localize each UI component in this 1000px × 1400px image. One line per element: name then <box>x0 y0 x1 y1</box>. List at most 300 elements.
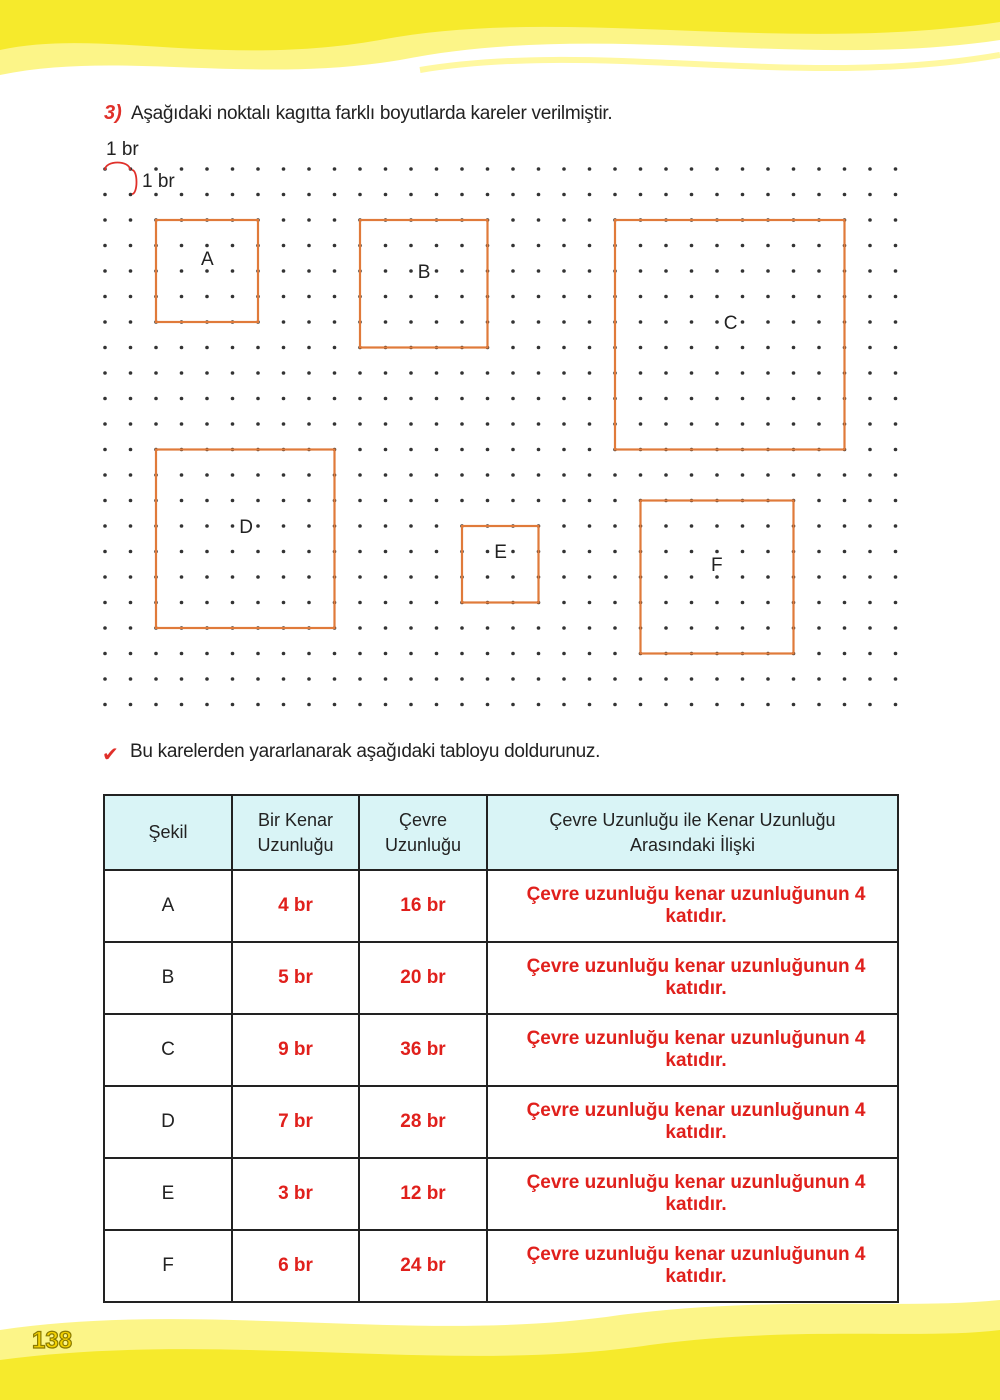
grid-dot <box>486 422 490 426</box>
grid-dot <box>690 575 694 579</box>
grid-dot <box>843 601 847 605</box>
grid-dot <box>180 346 184 350</box>
grid-dot <box>409 320 413 324</box>
grid-dot <box>562 397 566 401</box>
grid-dot <box>868 295 872 299</box>
grid-dot <box>766 167 770 171</box>
grid-dot <box>460 397 464 401</box>
grid-dot <box>868 499 872 503</box>
grid-dot <box>460 371 464 375</box>
grid-dot <box>205 193 209 197</box>
grid-dot <box>333 652 337 656</box>
grid-dot <box>562 575 566 579</box>
grid-dot <box>562 244 566 248</box>
grid-dot <box>460 269 464 273</box>
grid-dot <box>282 499 286 503</box>
grid-dot <box>435 371 439 375</box>
grid-dot <box>639 295 643 299</box>
grid-dot <box>715 626 719 630</box>
grid-dot <box>333 269 337 273</box>
grid-dot <box>358 371 362 375</box>
grid-dot <box>741 397 745 401</box>
grid-dot <box>486 550 490 554</box>
grid-dot <box>511 422 515 426</box>
grid-dot <box>537 269 541 273</box>
grid-dot <box>868 652 872 656</box>
grid-dot <box>256 677 260 681</box>
grid-dot <box>384 269 388 273</box>
grid-dot <box>256 575 260 579</box>
answer-table <box>103 794 899 1303</box>
square-label-d: D <box>239 516 253 538</box>
grid-dot <box>409 524 413 528</box>
grid-dot <box>792 193 796 197</box>
grid-dot <box>154 397 158 401</box>
grid-dot <box>180 524 184 528</box>
grid-dot <box>741 295 745 299</box>
grid-dot <box>486 677 490 681</box>
grid-dot <box>205 371 209 375</box>
grid-dot <box>766 193 770 197</box>
grid-dot <box>588 244 592 248</box>
grid-dot <box>460 320 464 324</box>
grid-dot <box>129 550 133 554</box>
grid-dot <box>894 703 898 707</box>
grid-dot <box>792 244 796 248</box>
grid-dot <box>180 652 184 656</box>
grid-dot <box>384 652 388 656</box>
grid-dot <box>256 346 260 350</box>
grid-dot <box>282 269 286 273</box>
grid-dot <box>256 601 260 605</box>
grid-dot <box>103 244 107 248</box>
grid-dot <box>588 371 592 375</box>
grid-dot <box>766 550 770 554</box>
grid-dot <box>435 295 439 299</box>
grid-dot <box>588 346 592 350</box>
grid-dot <box>690 320 694 324</box>
grid-dot <box>180 677 184 681</box>
grid-dot <box>231 244 235 248</box>
grid-dot <box>894 677 898 681</box>
grid-dot <box>460 295 464 299</box>
grid-dot <box>435 320 439 324</box>
grid-dot <box>384 295 388 299</box>
grid-dot <box>358 575 362 579</box>
grid-dot <box>792 677 796 681</box>
grid-dot <box>715 193 719 197</box>
grid-dot <box>868 677 872 681</box>
grid-dot <box>460 626 464 630</box>
grid-dot <box>715 346 719 350</box>
grid-dot <box>792 320 796 324</box>
grid-dot <box>486 371 490 375</box>
grid-dot <box>129 601 133 605</box>
grid-dot <box>741 167 745 171</box>
grid-dot <box>460 499 464 503</box>
grid-dot <box>715 371 719 375</box>
shape-cell: D <box>104 1086 232 1158</box>
grid-dot <box>894 295 898 299</box>
relation-cell: Çevre uzunluğu kenar uzunluğunun 4 katıdır. <box>487 1014 898 1086</box>
grid-dot <box>460 703 464 707</box>
perimeter-cell: 12 br <box>359 1158 487 1230</box>
grid-dot <box>894 448 898 452</box>
grid-dot <box>511 295 515 299</box>
grid-dot <box>205 550 209 554</box>
grid-dot <box>868 703 872 707</box>
grid-dot <box>690 422 694 426</box>
grid-dot <box>894 473 898 477</box>
grid-dot <box>741 371 745 375</box>
grid-dot <box>715 269 719 273</box>
grid-dot <box>537 397 541 401</box>
grid-dot <box>690 677 694 681</box>
grid-dot <box>690 626 694 630</box>
grid-dot <box>690 295 694 299</box>
grid-dot <box>894 575 898 579</box>
grid-dot <box>690 397 694 401</box>
grid-dot <box>715 320 719 324</box>
grid-dot <box>307 244 311 248</box>
grid-dot <box>766 422 770 426</box>
grid-dot <box>409 371 413 375</box>
square-d <box>156 450 335 629</box>
grid-dot <box>613 499 617 503</box>
grid-dot <box>588 422 592 426</box>
grid-dot <box>817 677 821 681</box>
grid-dot <box>129 269 133 273</box>
grid-dot <box>537 703 541 707</box>
grid-dot <box>690 473 694 477</box>
grid-dot <box>792 703 796 707</box>
grid-dot <box>103 677 107 681</box>
grid-dot <box>894 397 898 401</box>
grid-dot <box>588 601 592 605</box>
grid-dot <box>307 422 311 426</box>
grid-dot <box>180 295 184 299</box>
grid-dot <box>766 346 770 350</box>
grid-dot <box>358 397 362 401</box>
question-text: Aşağıdaki noktalı kagıtta farklı boyutlarda kareler verilmiştir. <box>131 103 613 124</box>
grid-dot <box>231 473 235 477</box>
grid-dot <box>562 499 566 503</box>
grid-dot <box>282 371 286 375</box>
grid-dot <box>103 448 107 452</box>
grid-dot <box>792 295 796 299</box>
grid-dot <box>511 575 515 579</box>
side-cell: 4 br <box>232 870 359 942</box>
grid-dot <box>435 397 439 401</box>
grid-dot <box>409 575 413 579</box>
grid-dot <box>205 652 209 656</box>
grid-dot <box>256 193 260 197</box>
grid-dot <box>562 524 566 528</box>
grid-dot <box>741 575 745 579</box>
grid-dot <box>817 524 821 528</box>
grid-dot <box>715 422 719 426</box>
grid-dot <box>231 295 235 299</box>
grid-dot <box>843 193 847 197</box>
grid-dot <box>435 193 439 197</box>
grid-dot <box>180 397 184 401</box>
grid-dot <box>639 397 643 401</box>
table-row <box>104 1014 898 1086</box>
grid-dot <box>868 575 872 579</box>
grid-dot <box>843 499 847 503</box>
table-instruction: Bu karelerden yararlanarak aşağıdaki tabloyu doldurunuz. <box>130 741 601 762</box>
grid-dot <box>511 269 515 273</box>
grid-dot <box>435 244 439 248</box>
grid-dot <box>231 601 235 605</box>
grid-dot <box>333 677 337 681</box>
grid-dot <box>307 346 311 350</box>
square-label-f: F <box>711 555 723 576</box>
grid-dot <box>792 397 796 401</box>
grid-dot <box>129 218 133 222</box>
grid-dot <box>358 677 362 681</box>
grid-dot <box>282 320 286 324</box>
grid-dot <box>129 295 133 299</box>
grid-dot <box>231 524 235 528</box>
grid-dot <box>562 677 566 681</box>
grid-dot <box>358 422 362 426</box>
grid-dot <box>817 473 821 477</box>
grid-dot <box>409 550 413 554</box>
grid-dot <box>664 575 668 579</box>
grid-dot <box>154 167 158 171</box>
grid-dot <box>435 626 439 630</box>
bottom-yellow-banner <box>0 1290 1000 1400</box>
grid-dot <box>562 422 566 426</box>
side-cell: 9 br <box>232 1014 359 1086</box>
grid-dot <box>715 601 719 605</box>
grid-dot <box>511 626 515 630</box>
grid-dot <box>460 193 464 197</box>
grid-dot <box>894 422 898 426</box>
grid-dot <box>562 193 566 197</box>
grid-dot <box>792 422 796 426</box>
grid-dot <box>843 550 847 554</box>
grid-dot <box>537 371 541 375</box>
square-c <box>615 220 845 450</box>
grid-dot <box>894 244 898 248</box>
grid-dot <box>613 473 617 477</box>
grid-dot <box>409 448 413 452</box>
grid-dot <box>664 371 668 375</box>
grid-dot <box>690 244 694 248</box>
grid-dot <box>180 422 184 426</box>
grid-dot <box>409 397 413 401</box>
grid-dot <box>409 295 413 299</box>
grid-dot <box>588 677 592 681</box>
grid-dot <box>486 499 490 503</box>
relation-cell: Çevre uzunluğu kenar uzunluğunun 4 katıdır. <box>487 1086 898 1158</box>
grid-dot <box>588 193 592 197</box>
square-label-c: C <box>723 312 738 334</box>
grid-dot <box>103 703 107 707</box>
grid-dot <box>562 652 566 656</box>
grid-dot <box>333 371 337 375</box>
grid-dot <box>129 473 133 477</box>
header-side-length: Bir Kenar Uzunluğu <box>232 795 359 870</box>
grid-dot <box>409 244 413 248</box>
grid-dot <box>205 677 209 681</box>
grid-dot <box>384 626 388 630</box>
grid-dot <box>894 626 898 630</box>
grid-dot <box>792 473 796 477</box>
grid-dot <box>562 295 566 299</box>
grid-dot <box>741 677 745 681</box>
grid-dot <box>358 193 362 197</box>
grid-dot <box>766 320 770 324</box>
grid-dot <box>741 601 745 605</box>
grid-dot <box>384 575 388 579</box>
grid-dot <box>792 346 796 350</box>
grid-dot <box>129 652 133 656</box>
grid-dot <box>537 626 541 630</box>
grid-dot <box>817 550 821 554</box>
grid-dot <box>435 550 439 554</box>
grid-dot <box>690 269 694 273</box>
grid-dot <box>409 677 413 681</box>
grid-dot <box>894 371 898 375</box>
square-label-b: B <box>417 261 431 283</box>
grid-dot <box>664 601 668 605</box>
grid-dot <box>817 499 821 503</box>
grid-dot <box>231 499 235 503</box>
grid-dot <box>435 652 439 656</box>
grid-dot <box>537 473 541 477</box>
relation-cell: Çevre uzunluğu kenar uzunluğunun 4 katıdır. <box>487 1158 898 1230</box>
grid-dot <box>307 167 311 171</box>
grid-dot <box>180 575 184 579</box>
grid-dot <box>435 269 439 273</box>
grid-dot <box>817 371 821 375</box>
grid-dot <box>103 346 107 350</box>
grid-dot <box>384 397 388 401</box>
grid-dot <box>868 218 872 222</box>
grid-dot <box>741 346 745 350</box>
grid-dot <box>843 167 847 171</box>
grid-dot <box>664 167 668 171</box>
shape-cell: B <box>104 942 232 1014</box>
perimeter-cell: 36 br <box>359 1014 487 1086</box>
grid-dot <box>664 320 668 324</box>
grid-dot <box>588 448 592 452</box>
grid-dot <box>333 346 337 350</box>
grid-dot <box>129 499 133 503</box>
grid-dot <box>180 193 184 197</box>
grid-dot <box>384 448 388 452</box>
grid-dot <box>103 371 107 375</box>
grid-dot <box>690 550 694 554</box>
grid-dot <box>843 703 847 707</box>
grid-dot <box>409 193 413 197</box>
grid-dot <box>205 295 209 299</box>
grid-dot <box>307 601 311 605</box>
grid-dot <box>282 575 286 579</box>
grid-dot <box>282 346 286 350</box>
grid-dot <box>715 397 719 401</box>
grid-dot <box>588 473 592 477</box>
grid-dot <box>741 193 745 197</box>
grid-dot <box>307 218 311 222</box>
grid-dot <box>639 346 643 350</box>
grid-dot <box>103 550 107 554</box>
grid-dot <box>766 371 770 375</box>
grid-dot <box>690 193 694 197</box>
grid-dot <box>868 473 872 477</box>
grid-dot <box>868 448 872 452</box>
grid-dot <box>613 550 617 554</box>
grid-dot <box>129 575 133 579</box>
grid-dot <box>282 422 286 426</box>
grid-dot <box>486 626 490 630</box>
grid-dot <box>205 575 209 579</box>
grid-dot <box>715 703 719 707</box>
grid-dot <box>817 601 821 605</box>
grid-dot <box>333 218 337 222</box>
grid-dot <box>715 677 719 681</box>
grid-dot <box>894 652 898 656</box>
grid-dot <box>741 703 745 707</box>
grid-dot <box>588 295 592 299</box>
grid-dot <box>256 371 260 375</box>
grid-dot <box>435 167 439 171</box>
grid-dot <box>868 626 872 630</box>
side-cell: 7 br <box>232 1086 359 1158</box>
grid-dot <box>384 677 388 681</box>
grid-dot <box>256 550 260 554</box>
grid-dot <box>231 269 235 273</box>
grid-dot <box>537 167 541 171</box>
grid-dot <box>894 499 898 503</box>
square-b <box>360 220 488 348</box>
grid-dot <box>205 244 209 248</box>
table-row <box>104 870 898 942</box>
grid-dot <box>358 473 362 477</box>
checkmark-icon: ✔ <box>102 744 119 766</box>
grid-dot <box>817 269 821 273</box>
grid-dot <box>537 652 541 656</box>
grid-dot <box>868 167 872 171</box>
grid-dot <box>307 524 311 528</box>
square-e <box>462 526 539 603</box>
grid-dot <box>358 550 362 554</box>
grid-dot <box>103 320 107 324</box>
grid-dot <box>486 703 490 707</box>
grid-dot <box>537 422 541 426</box>
grid-dot <box>129 626 133 630</box>
grid-dot <box>868 524 872 528</box>
grid-dot <box>588 167 592 171</box>
header-shape: Şekil <box>104 795 232 870</box>
grid-dot <box>792 371 796 375</box>
grid-dot <box>103 422 107 426</box>
grid-dot <box>741 422 745 426</box>
grid-dot <box>817 652 821 656</box>
grid-dot <box>562 218 566 222</box>
grid-dot <box>409 422 413 426</box>
grid-dot <box>613 167 617 171</box>
square-label-a: A <box>201 249 214 270</box>
relation-cell: Çevre uzunluğu kenar uzunluğunun 4 katıdır. <box>487 1230 898 1302</box>
grid-dot <box>511 397 515 401</box>
grid-dot <box>129 524 133 528</box>
grid-dot <box>511 218 515 222</box>
grid-dot <box>690 524 694 528</box>
